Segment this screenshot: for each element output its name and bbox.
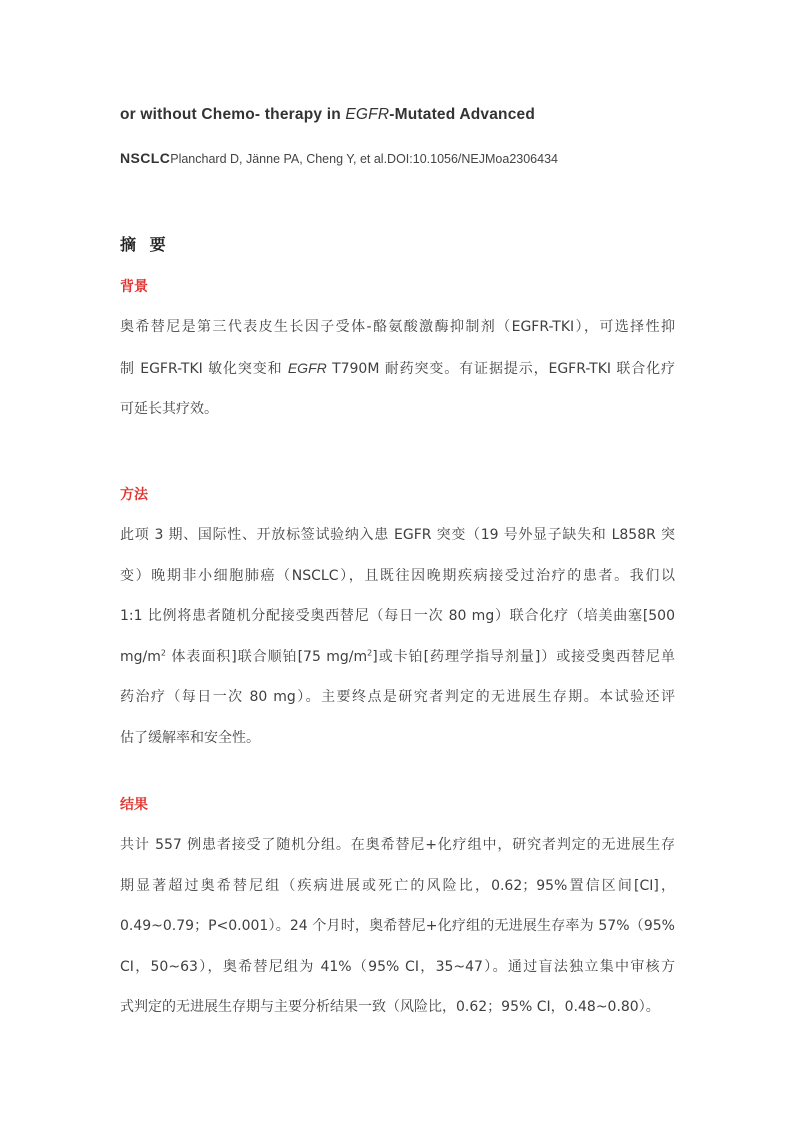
section-heading-methods: 方法 — [120, 487, 148, 503]
paragraph-line: 期显著超过奥希替尼组（疾病进展或死亡的风险比，0.62；95%置信区间[CI]， — [120, 877, 675, 894]
paragraph-line — [120, 637, 675, 678]
section-heading-background: 背景 — [120, 279, 148, 295]
paragraph-line: 1:1 比例将患者随机分配接受奥西替尼（每日一次 80 mg）联合化疗（培美曲塞[500 — [120, 608, 675, 624]
line-segment: ]或卡铂[药理学指导剂量]）或接受奥西替尼单 — [372, 648, 675, 665]
paragraph-line: 式判定的无进展生存期与主要分析结果一致（风险比，0.62；95% CI，0.48~0.80）。 — [120, 999, 660, 1015]
paragraph-line: 药治疗（每日一次 80 mg）。主要终点是研究者判定的无进展生存期。本试验还评 — [120, 689, 675, 705]
paragraph-line: 奥希替尼是第三代表皮生长因子受体-酪氨酸激酶抑制剂（EGFR-TKI），可选择性抑 — [120, 319, 675, 335]
authors-doi: Planchard D, Jänne PA, Cheng Y, et al.DOI:10.1056/NEJMoa2306434 — [170, 152, 558, 166]
paragraph-line: 共计 557 例患者接受了随机分组。在奥希替尼+化疗组中，研究者判定的无进展生存 — [120, 837, 675, 853]
paragraph-line: 0.49~0.79；P<0.001）。24 个月时，奥希替尼+化疗组的无进展生存率为 57%（95% — [120, 918, 675, 934]
line-segment-italic: EGFR — [287, 359, 327, 376]
title-text-part2: -Mutated Advanced — [389, 106, 536, 123]
author-doi-line — [120, 150, 680, 166]
paragraph-line: 估了缓解率和安全性。 — [120, 729, 260, 746]
paragraph-methods — [120, 515, 675, 758]
title-text-part1: or without Chemo- therapy in — [120, 106, 346, 123]
paragraph-background — [120, 307, 675, 430]
superscript: 2 — [160, 647, 166, 657]
section-heading-results: 结果 — [120, 797, 148, 813]
title-text-nsclc: NSCLC — [120, 150, 171, 166]
line-segment: 体表面积]联合顺铂[75 mg/m — [165, 648, 368, 665]
paragraph-results — [120, 825, 675, 1028]
paragraph-line: 变）晚期非小细胞肺癌（NSCLC），且既往因晚期疾病接受过治疗的患者。我们以 — [120, 567, 675, 584]
title-text-italic: EGFR — [345, 106, 390, 123]
line-segment: T790M 耐药突变。有证据提示，EGFR-TKI 联合化疗 — [326, 360, 675, 377]
paragraph-line: 此项 3 期、国际性、开放标签试验纳入患 EGFR 突变（19 号外显子缺失和 L858R 突 — [120, 527, 675, 543]
line-segment: mg/m — [120, 648, 161, 665]
superscript: 2 — [367, 647, 373, 657]
abstract-heading: 摘 要 — [120, 235, 170, 254]
article-title — [120, 106, 680, 124]
paragraph-line — [120, 348, 675, 390]
line-segment: 制 EGFR-TKI 敏化突变和 — [120, 360, 288, 377]
paragraph-line: CI，50~63），奥希替尼组为 41%（95% CI，35~47）。通过盲法独立集中审核方 — [120, 958, 675, 975]
paragraph-line: 可延长其疗效。 — [120, 401, 218, 417]
